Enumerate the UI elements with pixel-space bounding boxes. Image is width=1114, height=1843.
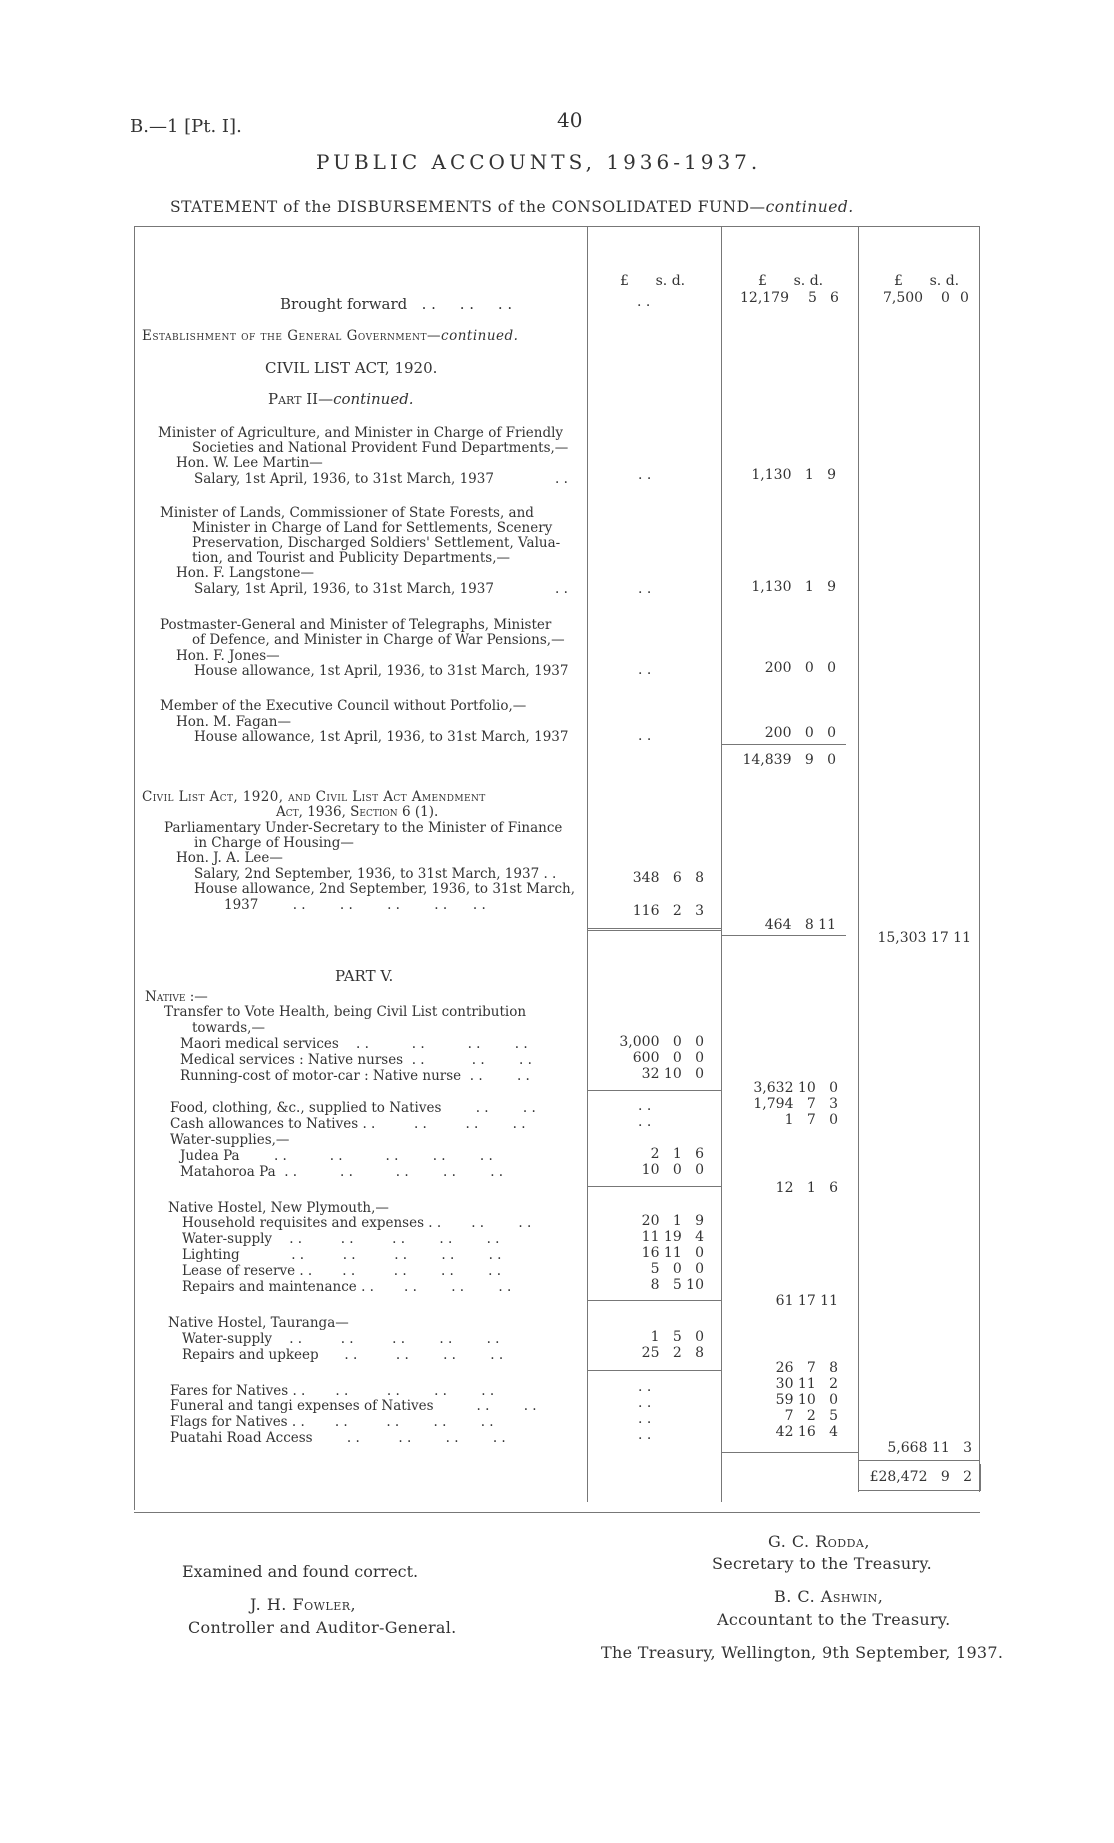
hostel-plymouth-item5-label: Repairs and maintenance . . [182, 1279, 374, 1295]
hostel-plymouth-sum: 61 17 11 [775, 1293, 838, 1309]
col2-header: £ s. d. [758, 273, 824, 289]
water-item-matahoroa [180, 1164, 503, 1180]
leader-dots: . . [555, 471, 568, 487]
food-amount: 1,794 7 3 [753, 1096, 838, 1112]
subtotal-civil-list: 14,839 9 0 [742, 752, 836, 768]
place-date: The Treasury, Wellington, 9th September, 1937. [601, 1643, 1004, 1662]
hostel-plymouth-item4 [182, 1263, 501, 1279]
establishment-continued: continued. [441, 328, 519, 344]
civil-list-heading: CIVIL LIST ACT, 1920. [265, 359, 438, 377]
leader-dots: . . . . . . . . . . [239, 1247, 502, 1263]
misc-col1-fares: · · [638, 1383, 652, 1399]
entry-amendment-line8 [224, 897, 486, 913]
native-transfer-sum: 3,632 10 0 [753, 1080, 838, 1096]
entry-amendment-line4: in Charge of Housing— [194, 835, 354, 851]
part-two-heading [268, 391, 414, 408]
misc-funeral-label: Funeral and tangi expenses of Natives [170, 1398, 434, 1414]
table-right-rule [979, 226, 980, 1492]
auditor-name: J. H. Fowler, [250, 1595, 357, 1614]
food-col1: · · [638, 1102, 652, 1118]
entry-postmaster-line2: of Defence, and Minister in Charge of War Pensions,— [192, 632, 565, 648]
leader-dots: . . . . [441, 1100, 536, 1116]
entry-lands-line1: Minister of Lands, Commissioner of State Forests, and [160, 505, 534, 521]
establishment-text: Establishment of the General Government— [142, 328, 442, 344]
native-item-motorcar-label: Running-cost of motor-car : Native nurse [180, 1068, 462, 1084]
bf-col2-shillings: 5 [808, 290, 817, 306]
brought-forward-label [280, 296, 512, 313]
misc-amount-puatahi: 42 16 4 [775, 1424, 838, 1440]
subtotal-rule [722, 744, 846, 745]
cash-col1: · · [638, 1118, 652, 1134]
misc-col1-funeral: · · [638, 1399, 652, 1415]
hostel-plymouth-item1-label: Household requisites and expenses . . [182, 1215, 442, 1231]
misc-puatahi-label: Puatahi Road Access [170, 1430, 313, 1446]
native-item-maori [180, 1036, 528, 1052]
col1-header: £ s. d. [620, 273, 686, 289]
misc-fares-label: Fares for Natives . . [170, 1383, 306, 1399]
hostel-plymouth-item4-label: Lease of reserve . . [182, 1263, 313, 1279]
entry-lands-line2: Minister in Charge of Land for Settlements, Scenery [192, 520, 553, 536]
hostel-tauranga-item2 [182, 1347, 503, 1363]
part-two-continued: continued. [333, 390, 414, 408]
entry-lands-col1: · · [638, 585, 652, 601]
page-title: PUBLIC ACCOUNTS, 1936-1937. [316, 150, 762, 174]
grand-total-top-rule [858, 1460, 979, 1461]
native-amount-maori: 3,000 0 0 [619, 1034, 704, 1050]
accountant-name: B. C. Ashwin, [774, 1587, 884, 1606]
entry-postmaster-col1: · · [638, 666, 652, 682]
native-col2-rule [722, 1452, 858, 1453]
entry-agriculture-line2: Societies and National Provident Fund Departments,— [192, 440, 569, 456]
entry-amendment-line7: House allowance, 2nd September, 1936, to 31st March, [194, 881, 576, 897]
amendment-rule [588, 928, 721, 931]
leader-dots: . . . . [441, 1215, 532, 1231]
native-item-maori-label: Maori medical services [180, 1036, 339, 1052]
entry-postmaster-line4: House allowance, 1st April, 1936, to 31st March, 1937 [194, 663, 569, 679]
entry-lands-amount: 1,130 1 9 [751, 579, 836, 595]
table-top-rule [134, 226, 980, 227]
entry-agriculture-line4: Salary, 1st April, 1936, to 31st March, 1937 [194, 471, 494, 487]
entry-agriculture-line3: Hon. W. Lee Martin— [176, 455, 323, 471]
amendment-col2-rule [722, 935, 846, 936]
part-five-heading: PART V. [335, 967, 394, 985]
hostel-plymouth-amount5: 8 5 10 [650, 1277, 704, 1293]
hostel-plymouth-amount1: 20 1 9 [641, 1213, 704, 1229]
entry-amendment-line2: Act, 1936, Section 6 (1). [276, 804, 439, 820]
entry-executive-line2: Hon. M. Fagan— [176, 714, 291, 730]
native-item-nurses-label: Medical services : Native nurses [180, 1052, 404, 1068]
native-transfer-line1: Transfer to Vote Health, being Civil List contribution [164, 1004, 527, 1020]
native-heading: Native :— [145, 989, 208, 1005]
hostel-tauranga-sum: 26 7 8 [775, 1360, 838, 1376]
hostel-plymouth-rule [588, 1300, 721, 1301]
entry-agriculture-col1: · · [638, 471, 652, 487]
col1-rule [587, 226, 588, 1502]
hostel-plymouth-amount3: 16 11 0 [641, 1245, 704, 1261]
col2-rule [721, 226, 722, 1502]
leader-dots: . . . . . . . . [312, 1263, 502, 1279]
entry-amendment-house: 116 2 3 [632, 903, 704, 919]
entry-amendment-amount: 464 8 11 [764, 917, 836, 933]
secretary-title: Secretary to the Treasury. [712, 1554, 932, 1573]
leader-dots: . . . . . . . . . . [272, 1231, 500, 1247]
cash-label [170, 1116, 526, 1132]
hostel-tauranga-item1 [182, 1331, 499, 1347]
leader-dots: . . . . [433, 1398, 537, 1414]
entry-amendment-line6: Salary, 2nd September, 1936, to 31st March, 1937 . . [194, 866, 557, 882]
entry-lands-line3: Preservation, Discharged Soldiers' Settlement, Valua- [192, 535, 561, 551]
native-transfer-line2: towards,— [192, 1020, 265, 1036]
bf-col3-shillings: 0 [941, 290, 950, 306]
native-total: 5,668 11 3 [887, 1440, 972, 1456]
misc-funeral [170, 1398, 537, 1414]
cash-text: Cash allowances to Natives . . [170, 1116, 376, 1132]
hostel-tauranga-rule [588, 1370, 721, 1371]
leader-dots: . . . . . . . . [305, 1383, 495, 1399]
misc-amount-fares: 30 11 2 [775, 1376, 838, 1392]
hostel-tauranga-item2-label: Repairs and upkeep [182, 1347, 319, 1363]
water-item-matahoroa-label: Matahoroa Pa [180, 1164, 276, 1180]
bf-col3-pence: 0 [960, 290, 969, 306]
misc-amount-funeral: 59 10 0 [775, 1392, 838, 1408]
hostel-tauranga-amount1: 1 5 0 [650, 1329, 704, 1345]
hostel-tauranga-heading: Native Hostel, Tauranga— [168, 1315, 349, 1331]
water-sum: 12 1 6 [775, 1180, 838, 1196]
hostel-plymouth-item1 [182, 1215, 531, 1231]
leader-dots: . . . . . . . . . . [272, 1331, 500, 1347]
examined-text: Examined and found correct. [182, 1562, 419, 1581]
hostel-tauranga-item1-label: Water-supply [182, 1331, 273, 1347]
native-item-motorcar [180, 1068, 530, 1084]
table-left-rule [134, 226, 135, 1510]
establishment-heading [142, 328, 518, 344]
food-text: Food, clothing, &c., supplied to Natives [170, 1100, 442, 1116]
misc-amount-flags: 7 2 5 [784, 1408, 838, 1424]
entry-agriculture-line1: Minister of Agriculture, and Minister in Charge of Friendly [158, 425, 564, 441]
bf-col1: · · [637, 298, 651, 314]
native-amount-nurses: 600 0 0 [632, 1050, 704, 1066]
civil-list-total: 15,303 17 11 [877, 930, 971, 946]
water-item-judea [180, 1148, 493, 1164]
leader-dots: . . . . . . . . [312, 1430, 506, 1446]
hostel-plymouth-heading: Native Hostel, New Plymouth,— [168, 1200, 389, 1216]
entry-executive-amount: 200 0 0 [764, 725, 836, 741]
page-number: 40 [557, 108, 583, 132]
water-amount-matahoroa: 10 0 0 [641, 1162, 704, 1178]
grand-total: £28,472 9 2 [869, 1469, 972, 1485]
leader-dots: . . . . . . . . [304, 1414, 494, 1430]
leader-dots: . . . . . . [403, 1052, 532, 1068]
leader-dots: . . . . . . . . [318, 1347, 504, 1363]
native-amount-motorcar: 32 10 0 [641, 1066, 704, 1082]
secretary-name: G. C. Rodda, [768, 1532, 870, 1551]
auditor-title: Controller and Auditor-General. [188, 1618, 457, 1637]
misc-flags-label: Flags for Natives . . [170, 1414, 305, 1430]
bf-col2-pounds: 12,179 [740, 290, 789, 306]
hostel-plymouth-amount4: 5 0 0 [650, 1261, 704, 1277]
hostel-plymouth-item3 [182, 1247, 501, 1263]
water-heading: Water-supplies,— [170, 1132, 290, 1148]
entry-amendment-line3: Parliamentary Under-Secretary to the Minister of Finance [164, 820, 563, 836]
entry-executive-col1: · · [638, 732, 652, 748]
entry-agriculture-amount: 1,130 1 9 [751, 467, 836, 483]
part-two-text: Part II— [268, 390, 334, 408]
col3-rule [858, 226, 859, 1492]
misc-puatahi [170, 1430, 506, 1446]
hostel-tauranga-amount2: 25 2 8 [641, 1345, 704, 1361]
native-transfer-rule [588, 1090, 721, 1091]
col3-header: £ s. d. [894, 273, 960, 289]
entry-amendment-salary: 348 6 8 [632, 870, 704, 886]
page-ref: B.—1 [Pt. I]. [130, 116, 242, 137]
subtitle-continued: continued. [765, 198, 854, 216]
hostel-plymouth-amount2: 11 19 4 [641, 1229, 704, 1245]
entry-executive-line3: House allowance, 1st April, 1936, to 31st March, 1937 [194, 729, 569, 745]
native-item-nurses [180, 1052, 532, 1068]
bf-col3-pounds: 7,500 [883, 290, 924, 306]
entry-postmaster-amount: 200 0 0 [764, 660, 836, 676]
entry-postmaster-line3: Hon. F. Jones— [176, 648, 280, 664]
entry-lands-line5: Hon. F. Langstone— [176, 565, 315, 581]
brought-forward-text: Brought forward [280, 295, 408, 313]
entry-amendment-year: 1937 [224, 897, 259, 913]
misc-col1-flags: · · [638, 1415, 652, 1431]
leader-dots: . . . . [461, 1068, 530, 1084]
hostel-plymouth-item2 [182, 1231, 499, 1247]
entry-lands-line6: Salary, 1st April, 1936, to 31st March, 1937 [194, 581, 494, 597]
water-amount-judea: 2 1 6 [650, 1146, 704, 1162]
entry-postmaster-line1: Postmaster-General and Minister of Telegraphs, Minister [160, 617, 552, 633]
page-subtitle [170, 198, 854, 216]
table-bottom-rule [134, 1512, 980, 1513]
entry-lands-line4: tion, and Tourist and Publicity Departments,— [192, 550, 510, 566]
entry-executive-line1: Member of the Executive Council without Portfolio,— [160, 698, 527, 714]
subtitle-text: STATEMENT of the DISBURSEMENTS of the CONSOLIDATED FUND— [170, 198, 766, 216]
cash-amount: 1 7 0 [784, 1112, 838, 1128]
leader-dots: . . . . . . . . [338, 1036, 528, 1052]
entry-amendment-line1: Civil List Act, 1920, and Civil List Act Amendment [142, 789, 486, 805]
leader-dots: . . . . . . [375, 1116, 526, 1132]
misc-col1-puatahi: · · [638, 1431, 652, 1447]
entry-amendment-line5: Hon. J. A. Lee— [176, 850, 283, 866]
water-item-judea-label: Judea Pa [180, 1148, 240, 1164]
accountant-title: Accountant to the Treasury. [717, 1610, 951, 1629]
misc-fares [170, 1383, 494, 1399]
food-label [170, 1100, 536, 1116]
bf-col2-pence: 6 [830, 290, 839, 306]
leader-dots: . . . . . . [407, 295, 513, 313]
hostel-plymouth-item5 [182, 1279, 511, 1295]
leader-dots: . . . . . . . . . . [275, 1164, 504, 1180]
leader-dots: . . . . . . . . . . [239, 1148, 493, 1164]
misc-flags [170, 1414, 494, 1430]
leader-dots: . . [555, 581, 568, 597]
leader-dots: . . . . . . . . . . [258, 897, 486, 913]
leader-dots: . . . . . . [373, 1279, 512, 1295]
hostel-plymouth-item3-label: Lighting [182, 1247, 240, 1263]
water-rule [588, 1186, 721, 1187]
hostel-plymouth-item2-label: Water-supply [182, 1231, 273, 1247]
